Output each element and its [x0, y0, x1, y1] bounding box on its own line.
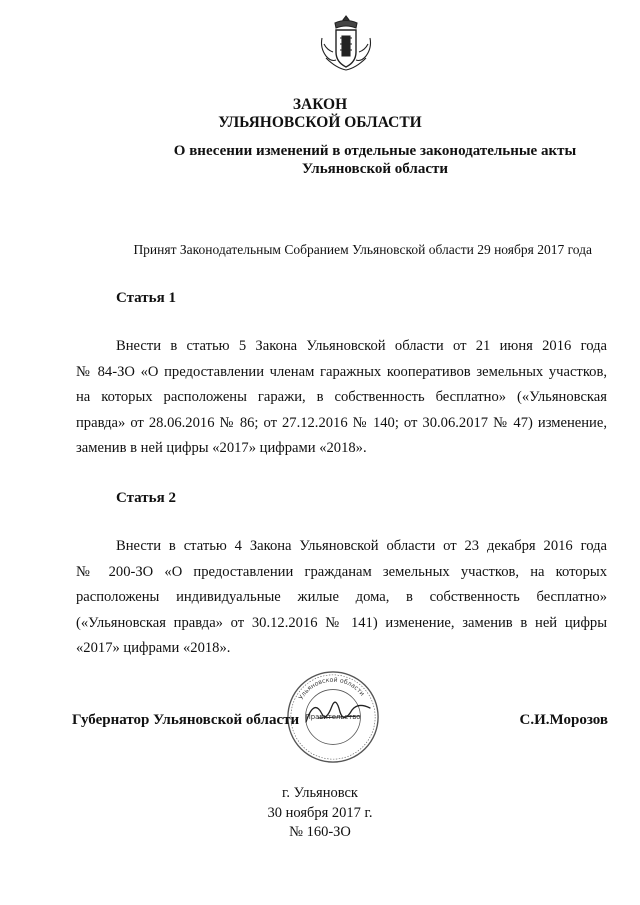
law-subtitle-line2: Ульяновской области [301, 161, 449, 177]
footer-date: 30 ноября 2017 г. [267, 804, 373, 821]
article-1-line: № 84-ЗО «О предоставлении членам гаражных кооперативов земельных участков, [76, 363, 607, 380]
law-title [0, 96, 640, 132]
document-footer [0, 784, 640, 843]
governor-title: Губернатор Ульяновской области [72, 712, 300, 728]
article-2-line: «2017» цифрами «2018». [76, 640, 231, 657]
article-1-line: на которых расположены гаражи, в собственность бесплатно» («Ульяновская [76, 389, 607, 406]
footer-number: № 160-ЗО [289, 824, 351, 840]
law-word: ЗАКОН [292, 96, 348, 113]
article-2-heading: Статья 2 [116, 490, 176, 506]
article-2-line: расположены индивидуальные жилые дома, в собственность бесплатно» [76, 589, 607, 606]
handwritten-signature-icon [300, 692, 380, 732]
footer-city: г. Ульяновск [282, 785, 358, 801]
article-2-text [76, 534, 607, 662]
article-1-line: Внести в статью 5 Закона Ульяновской области от 21 июня 2016 года [116, 338, 607, 354]
governor-name: С.И.Морозов [519, 712, 608, 728]
adoption-line: Принят Законодательным Собранием Ульяновской области 29 ноября 2017 года [133, 242, 592, 257]
law-region: УЛЬЯНОВСКОЙ ОБЛАСТИ [218, 114, 422, 131]
article-2-line: Внести в статью 4 Закона Ульяновской области от 23 декабря 2016 года [116, 538, 607, 554]
law-subtitle-line1: О внесении изменений в отдельные законодательные акты [173, 143, 577, 159]
article-1-text [76, 334, 607, 462]
law-subtitle [150, 142, 600, 178]
article-2-line: № 200-ЗО «О предоставлении гражданам земельных участков, на которых [76, 563, 607, 580]
coat-of-arms-icon [318, 14, 374, 72]
article-2-line: («Ульяновская правда» от 30.12.2016 № 141) изменение, заменив в ней цифры [76, 614, 607, 631]
article-1-line: заменив в ней цифры «2017» цифрами «2018». [76, 440, 367, 457]
stamp-center-text: Правительство [305, 712, 361, 721]
stamp-ring-text: Ульяновской области [297, 676, 366, 702]
article-1-heading: Статья 1 [116, 290, 176, 306]
article-1-line: правда» от 28.06.2016 № 86; от 27.12.2016 № 140; от 30.06.2017 № 47) изменение, [76, 414, 607, 431]
